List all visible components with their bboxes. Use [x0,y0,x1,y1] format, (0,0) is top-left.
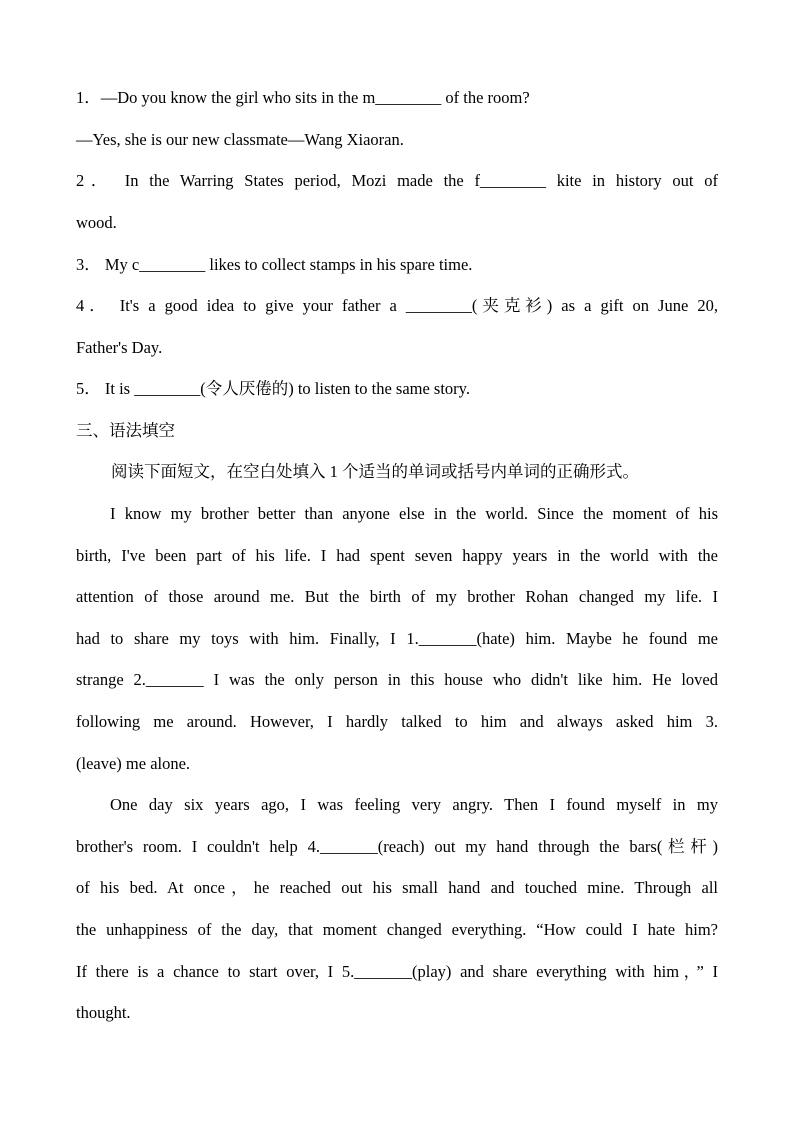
passage-p1-line-3: attention of those around me. But the birth of my brother Rohan changed my life. I [76,587,718,606]
question-4-line-1: 4． It's a good idea to give your father a ________(夹克衫) as a gift on June 20, [76,296,718,315]
passage-p2-line-2: brother's room. I couldn't help 4._______(reach) out my hand through the bars(栏杆) [76,837,718,856]
passage-p2-line-4: the unhappiness of the day, that moment changed everything. “How could I hate him? [76,920,718,939]
passage-p1-line-1: I know my brother better than anyone else in the world. Since the moment of his [110,504,718,523]
question-5-line-1: 5． It is ________(令人厌倦的) to listen to the same story. [76,379,470,398]
question-1-line-2: —Yes, she is our new classmate—Wang Xiaoran. [76,130,404,149]
passage-p2-line-1: One day six years ago, I was feeling very angry. Then I found myself in my [110,795,718,814]
passage-p2-line-6: thought. [76,1003,131,1022]
question-2-line-2: wood. [76,213,117,232]
passage-p1-line-5: strange 2._______ I was the only person in this house who didn't like him. He loved [76,670,718,689]
passage-p1-line-7: (leave) me alone. [76,754,191,773]
question-2-line-1: 2． In the Warring States period, Mozi made the f________ kite in history out of [76,171,718,190]
passage-p2-line-5: If there is a chance to start over, I 5._______(play) and share everything with him，” I [76,962,718,981]
passage-p1-line-4: had to share my toys with him. Finally, I 1._______(hate) him. Maybe he found me [76,629,718,648]
section-heading: 三、语法填空 [76,421,175,440]
passage-p1-line-6: following me around. However, I hardly talked to him and always asked him 3. [76,712,718,731]
question-1-line-1: 1．—Do you know the girl who sits in the m________ of the room? [76,88,530,107]
passage-p1-line-2: birth, I've been part of his life. I had spent seven happy years in the world with the [76,546,718,565]
question-3-line-1: 3． My c________ likes to collect stamps in his spare time. [76,255,473,274]
question-4-line-2: Father's Day. [76,338,163,357]
section-instruction: 阅读下面短文，在空白处填入 1 个适当的单词或括号内单词的正确形式。 [111,462,639,481]
passage-p2-line-3: of his bed. At once，he reached out his small hand and touched mine. Through all [76,878,718,897]
